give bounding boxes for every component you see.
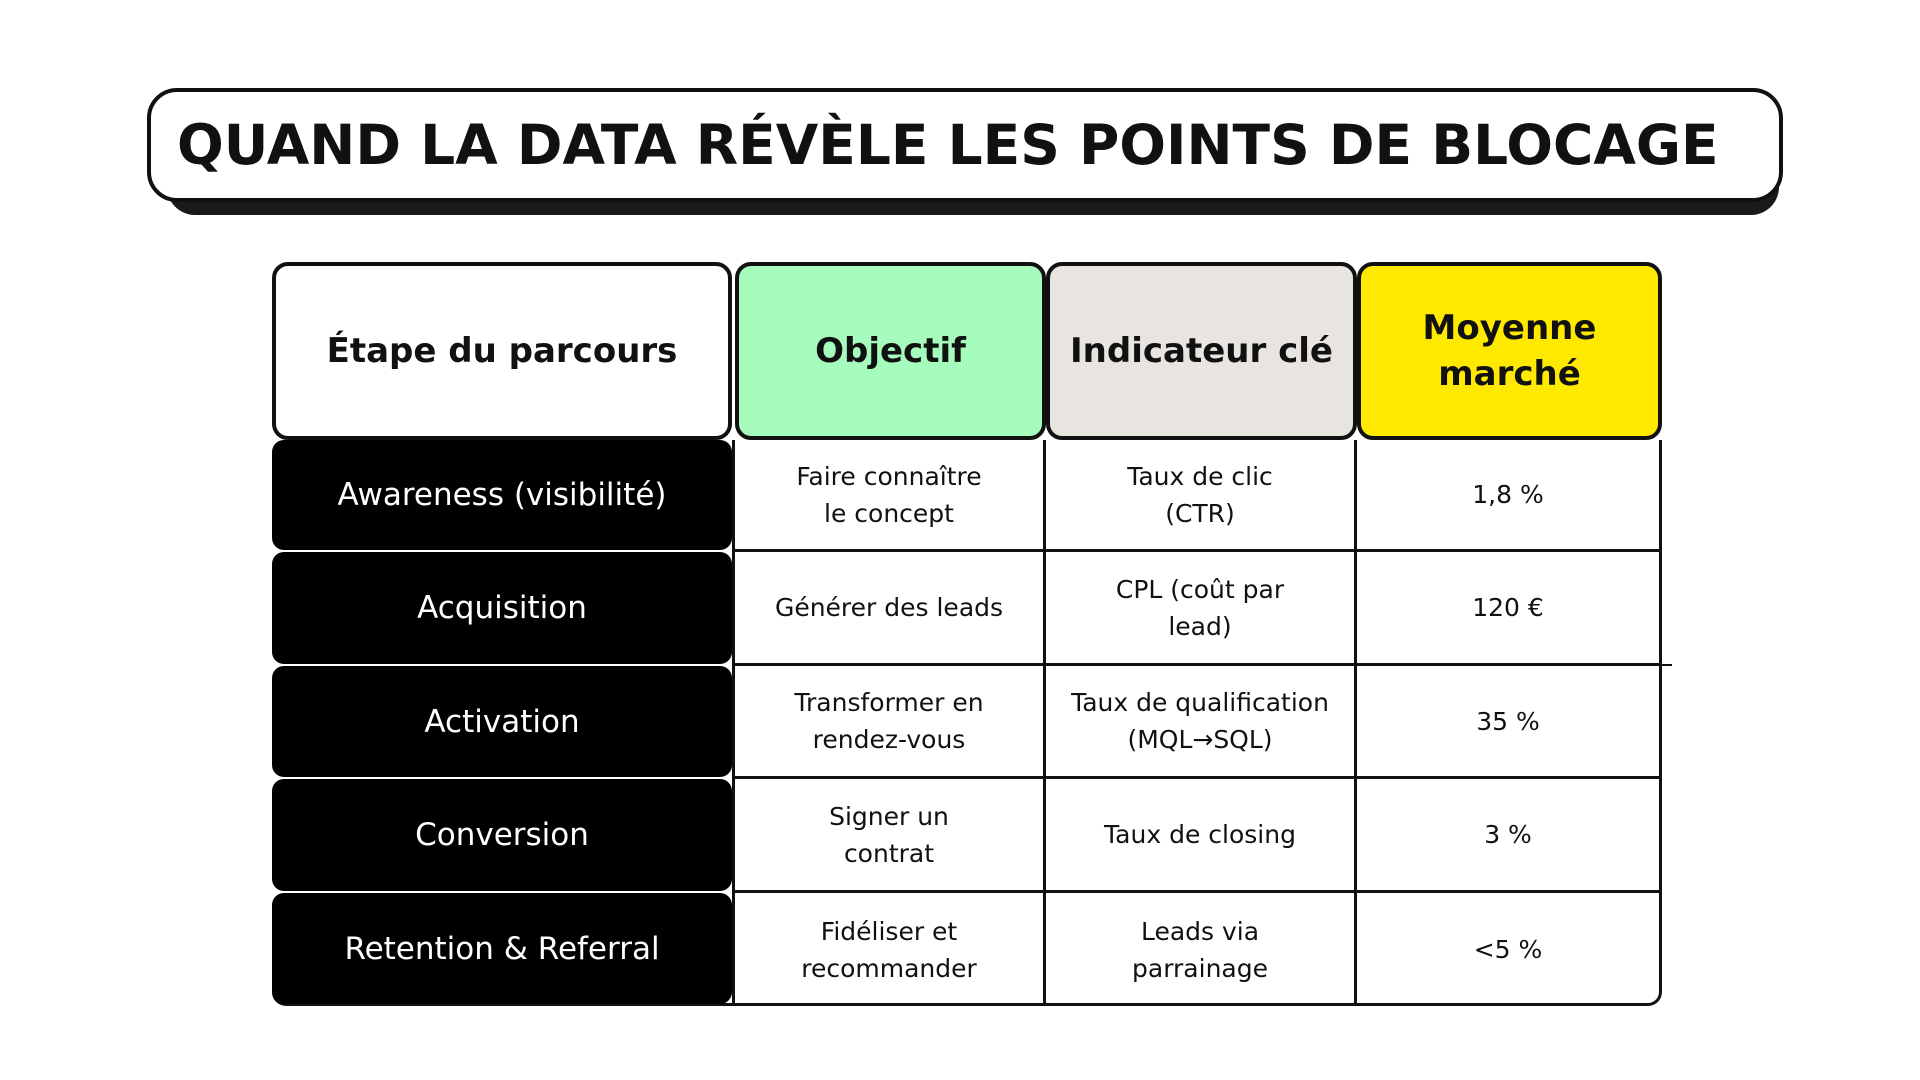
table-row [272,666,1662,779]
funnel-table [272,262,1662,1006]
stage-cell: Activation [272,666,732,777]
objective-cell: Transformer en rendez-vous [732,666,1043,779]
indicator-cell: Taux de closing [1043,779,1354,893]
market-cell: 120 € [1354,552,1659,666]
market-cell: 35 % [1354,666,1659,779]
header-indicator-label: Indicateur clé [1070,331,1333,371]
objective-cell: Fidéliser et recommander [732,893,1043,1006]
table-row [272,893,1662,1006]
header-indicator [1046,262,1357,440]
indicator-cell: Leads via parrainage [1043,893,1354,1006]
header-stage-label: Étape du parcours [326,331,678,371]
stage-cell: Acquisition [272,552,732,664]
table-row [272,440,1662,552]
header-objective [735,262,1046,440]
header-objective-label: Objectif [815,331,966,371]
title-banner [147,88,1783,202]
stage-cell: Conversion [272,779,732,891]
objective-cell: Générer des leads [732,552,1043,666]
stage-cell: Retention & Referral [272,893,732,1004]
market-cell: 3 % [1354,779,1659,893]
table-header-row [272,262,1662,440]
header-market-label: Moyenne marché [1422,308,1597,394]
indicator-cell: CPL (coût par lead) [1043,552,1354,666]
header-market [1357,262,1662,440]
objective-cell: Faire connaître le concept [732,440,1043,552]
header-stage [272,262,732,440]
table-row [272,552,1662,666]
objective-cell: Signer un contrat [732,779,1043,893]
market-cell: <5 % [1354,893,1659,1006]
market-cell: 1,8 % [1354,440,1659,552]
stray-divider-line [1658,664,1672,666]
indicator-cell: Taux de qualification (MQL→SQL) [1043,666,1354,779]
table-body [272,440,1662,1006]
table-row [272,779,1662,893]
page-title: QUAND LA DATA RÉVÈLE LES POINTS DE BLOCAGE [177,113,1719,177]
stage-cell: Awareness (visibilité) [272,440,732,550]
indicator-cell: Taux de clic (CTR) [1043,440,1354,552]
